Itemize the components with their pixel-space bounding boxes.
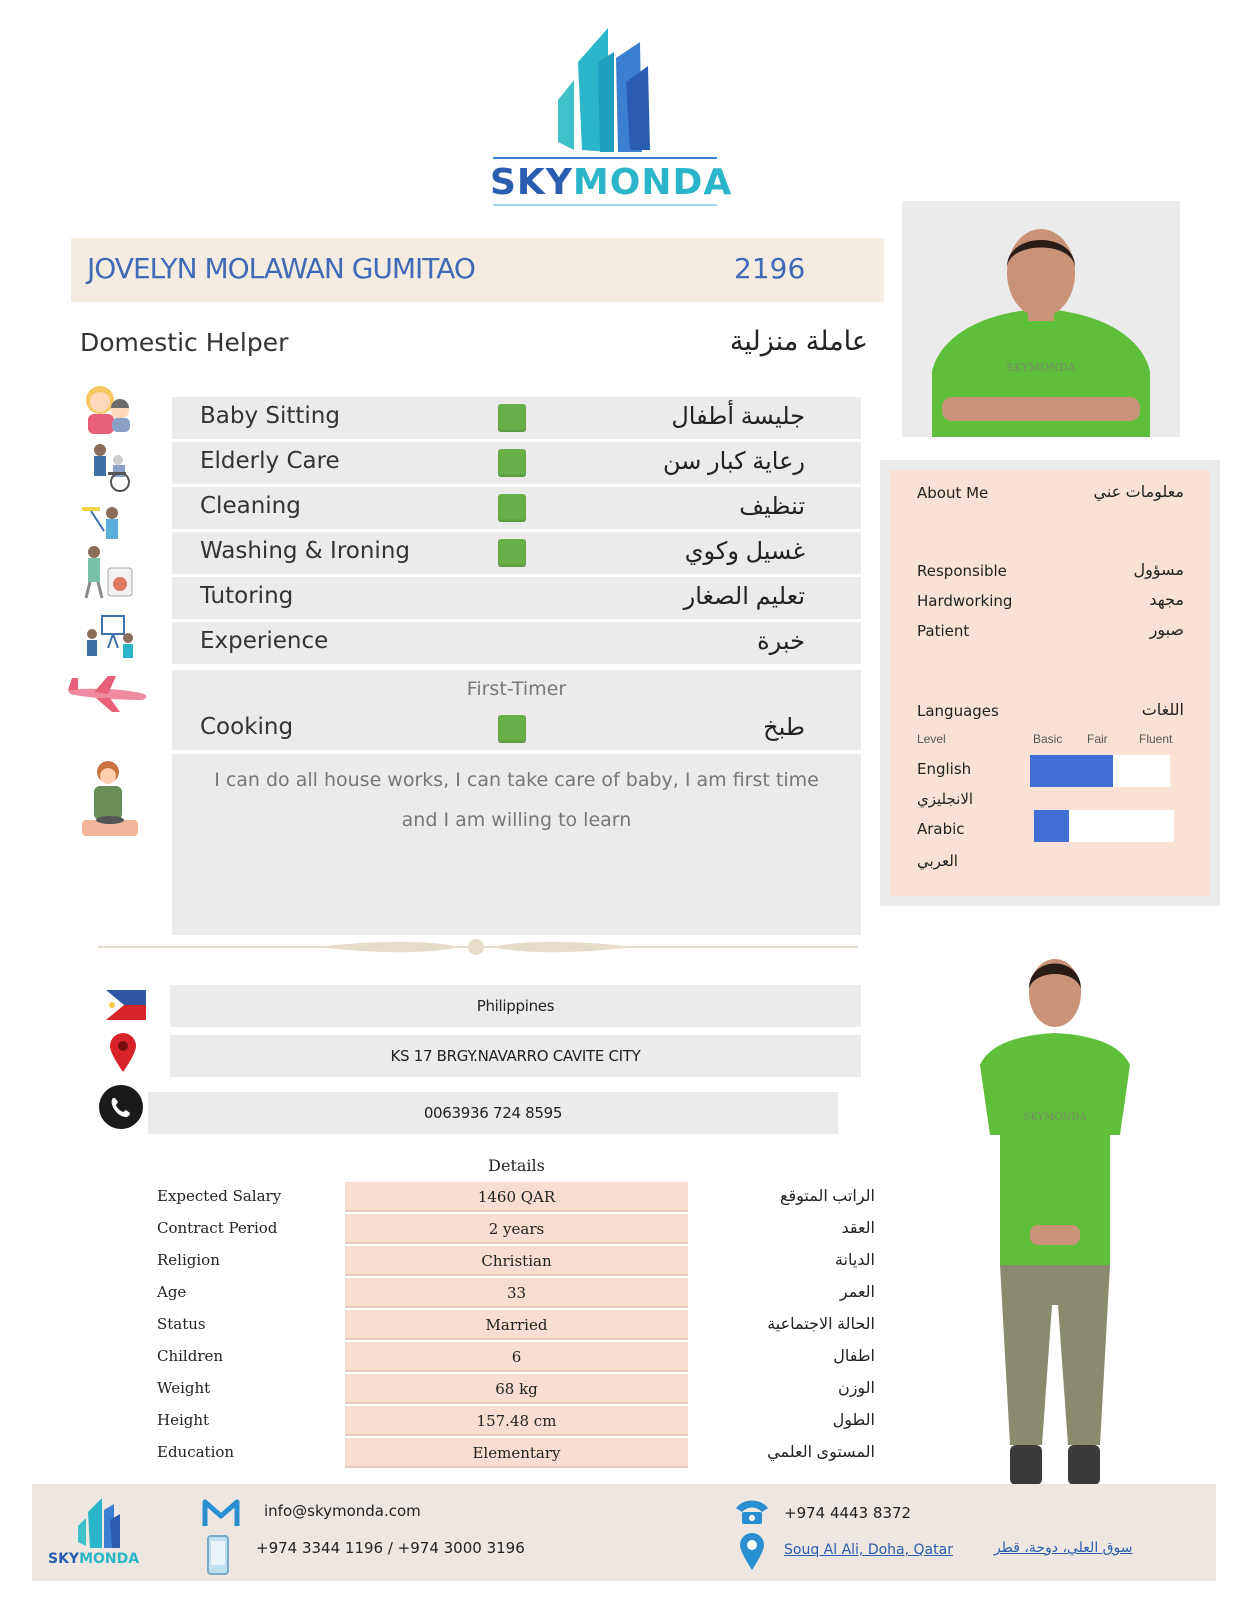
address-field: KS 17 BRGY.NAVARRO CAVITE CITY [170, 1035, 861, 1077]
location-pin-icon [108, 1032, 138, 1074]
skill-label-arabic: طبخ [763, 714, 805, 741]
reference-number: 2196 [734, 252, 806, 285]
trait-label: Patient [917, 622, 970, 640]
skill-label: Tutoring [200, 583, 294, 609]
phone-icon [98, 1084, 144, 1130]
description-line: I can do all house works, I can take care of baby, I am first time [214, 769, 819, 791]
language-name: Arabic [917, 820, 965, 838]
level-label: Level [917, 732, 946, 746]
airplane-icon [64, 672, 150, 714]
description-box [172, 754, 861, 935]
footer-logo-icon [70, 1496, 130, 1550]
detail-label: Children [157, 1347, 224, 1365]
detail-label-arabic: العمر [839, 1284, 875, 1301]
skill-label: Washing & Ironing [200, 538, 410, 564]
check-icon [498, 494, 526, 522]
detail-label: Education [157, 1443, 235, 1461]
detail-label: Religion [157, 1251, 220, 1269]
trait-label-arabic: صبور [1149, 622, 1184, 639]
country-field: Philippines [170, 985, 861, 1027]
skill-label: Cleaning [200, 493, 301, 519]
level-fair: Fair [1087, 732, 1108, 746]
detail-label: Expected Salary [157, 1187, 282, 1205]
skill-label-arabic: تنظيف [739, 493, 805, 520]
english-level-bar [1030, 755, 1170, 787]
arabic-level-bar [1034, 810, 1174, 842]
detail-label: Height [157, 1411, 210, 1429]
skill-row-baby-sitting [172, 397, 861, 439]
footer-email[interactable]: info@skymonda.com [264, 1502, 421, 1520]
tutoring-icon [84, 614, 140, 662]
check-icon [498, 404, 526, 432]
detail-value: Married [345, 1310, 688, 1340]
details-title: Details [488, 1156, 545, 1175]
portrait-photo [902, 201, 1180, 437]
cleaning-icon [80, 503, 126, 545]
footer-location-pin-icon [738, 1532, 766, 1572]
name-banner [71, 238, 884, 302]
trait-label-arabic: مسؤول [1133, 562, 1184, 579]
washing-ironing-icon [82, 544, 134, 600]
skill-label: Experience [200, 628, 329, 654]
detail-label-arabic: الديانة [834, 1252, 875, 1269]
level-fluent: Fluent [1139, 732, 1173, 746]
detail-label-arabic: الحالة الاجتماعية [767, 1316, 875, 1333]
about-title-arabic: معلومات عني [1093, 484, 1184, 501]
role-arabic: عاملة منزلية [729, 326, 868, 356]
detail-value: 6 [345, 1342, 688, 1372]
detail-label-arabic: المستوى العلمي [767, 1444, 875, 1461]
skill-label-arabic: تعليم الصغار [683, 583, 805, 610]
svg-text:SKYMONDA: SKYMONDA [1006, 361, 1076, 374]
description-text [188, 760, 845, 840]
logo-wordmark: SKYMONDA [490, 162, 733, 203]
skill-row-tutoring [172, 577, 861, 619]
skill-label: Baby Sitting [200, 403, 340, 429]
skill-label-arabic: غسيل وكوي [684, 538, 805, 565]
skill-label-arabic: رعاية كبار سن [662, 448, 805, 475]
language-name-arabic: العربي [917, 852, 958, 870]
ornamental-divider [98, 936, 858, 958]
language-name-arabic: الانجليزي [917, 790, 974, 808]
check-icon [498, 715, 526, 743]
trait-label: Responsible [917, 562, 1007, 580]
svg-text:SKYMONDA: SKYMONDA [1023, 1112, 1087, 1123]
detail-label: Status [157, 1315, 206, 1333]
about-title: About Me [917, 484, 989, 502]
check-icon [498, 539, 526, 567]
detail-label-arabic: العقد [841, 1220, 875, 1237]
experience-value: First-Timer [172, 670, 861, 710]
skill-label: Elderly Care [200, 448, 340, 474]
detail-value: Christian [345, 1246, 688, 1276]
skill-row-washing-ironing [172, 532, 861, 574]
description-line: and I am willing to learn [401, 809, 632, 831]
footer-landline[interactable]: +974 4443 8372 [784, 1504, 912, 1522]
phone-field: 0063936 724 8595 [148, 1092, 838, 1134]
skyline-logo-icon [490, 22, 730, 162]
skill-row-elderly-care [172, 442, 861, 484]
detail-value: Elementary [345, 1438, 688, 1468]
skill-row-cleaning [172, 487, 861, 529]
email-icon [202, 1498, 240, 1528]
footer-address-link[interactable]: Souq Al Ali, Doha, Qatar [784, 1542, 953, 1558]
skill-row-experience [172, 622, 861, 664]
detail-value: 33 [345, 1278, 688, 1308]
company-logo [490, 22, 733, 212]
telephone-icon [732, 1496, 772, 1526]
check-icon [498, 449, 526, 477]
arabic-level-fill [1034, 810, 1069, 842]
languages-title-arabic: اللغات [1141, 702, 1184, 719]
trait-label: Hardworking [917, 592, 1013, 610]
detail-value: 157.48 cm [345, 1406, 688, 1436]
candidate-name: JOVELYN MOLAWAN GUMITAO [87, 252, 475, 285]
footer-mobile-numbers[interactable]: +974 3344 1196 / +974 3000 3196 [256, 1539, 525, 1557]
cooking-icon [74, 758, 146, 844]
about-me-card [880, 460, 1220, 906]
trait-label-arabic: مجهد [1149, 592, 1184, 609]
detail-value: 68 kg [345, 1374, 688, 1404]
portrait-image [902, 201, 1180, 437]
baby-sitting-icon [80, 380, 138, 436]
skill-label: Cooking [200, 714, 294, 740]
detail-label-arabic: اطفال [833, 1348, 875, 1365]
detail-value: 2 years [345, 1214, 688, 1244]
footer-logo-wordmark: SKYMONDA [48, 1551, 140, 1567]
mobile-phone-icon [206, 1534, 230, 1576]
detail-label-arabic: الراتب المتوقع [779, 1188, 875, 1205]
level-basic: Basic [1033, 732, 1063, 746]
detail-label: Contract Period [157, 1219, 278, 1237]
footer [32, 1484, 1216, 1581]
skill-label-arabic: خبرة [757, 628, 805, 655]
detail-label: Weight [157, 1379, 211, 1397]
languages-title: Languages [917, 702, 999, 720]
full-body-photo [960, 945, 1150, 1510]
role-english: Domestic Helper [80, 328, 289, 357]
elderly-care-icon [86, 442, 138, 492]
detail-value: 1460 QAR [345, 1182, 688, 1212]
language-name: English [917, 760, 972, 778]
detail-label-arabic: الوزن [837, 1380, 875, 1397]
english-level-fill [1030, 755, 1113, 787]
detail-label-arabic: الطول [832, 1412, 875, 1429]
footer-address-link-arabic[interactable]: سوق العلي، دوحة، قطر [994, 1540, 1133, 1556]
full-body-image [960, 945, 1150, 1510]
philippines-flag-icon [106, 990, 146, 1020]
detail-label: Age [157, 1283, 187, 1301]
skill-label-arabic: جليسة أطفال [671, 403, 805, 430]
skill-row-cooking [172, 708, 861, 750]
